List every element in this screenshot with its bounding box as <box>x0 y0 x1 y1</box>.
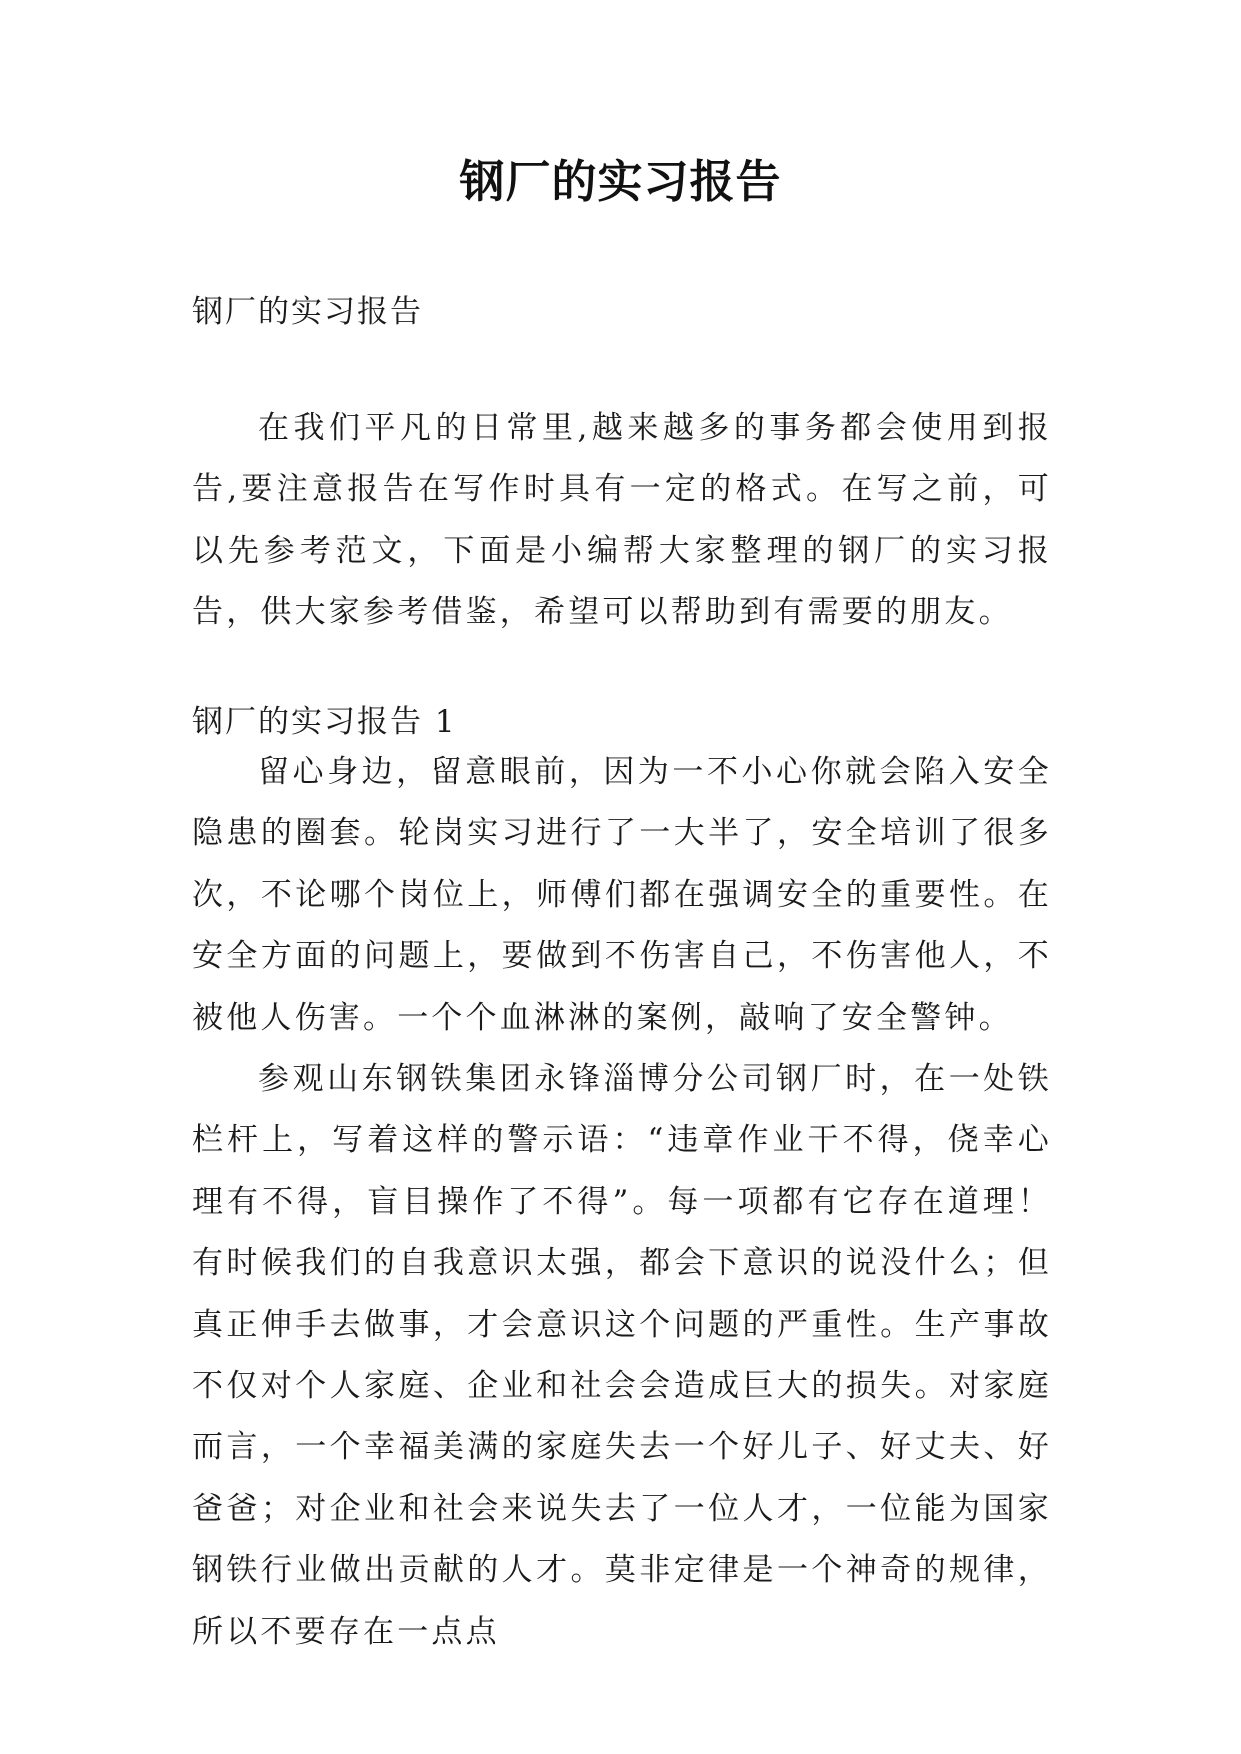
document-title: 钢厂的实习报告 <box>459 155 782 208</box>
section-1-paragraph-1: 留心身边，留意眼前，因为一不小心你就会陷入安全隐患的圈套。轮岗实习进行了一大半了，安全培训了很多次，不论哪个岗位上，师傅们都在强调安全的重要性。在安全方面的问题上，要做到不伤害自己，不伤害他人，不被他人伤害。一个个血淋淋的案例，敲响了安全警钟。 <box>192 754 1052 1036</box>
intro-paragraph: 在我们平凡的日常里,越来越多的事务都会使用到报告,要注意报告在写作时具有一定的格式。在写之前，可以先参考范文，下面是小编帮大家整理的钢厂的实习报告，供大家参考借鉴，希望可以帮助到有需要的朋友。 <box>192 410 1052 631</box>
section-1-paragraph-2: 参观山东钢铁集团永锋淄博分公司钢厂时，在一处铁栏杆上，写着这样的警示语：“违章作业干不得，侥幸心理有不得，盲目操作了不得”。每一项都有它存在道理！有时候我们的自我意识太强，都会下意识的说没什么；但真正伸手去做事，才会意识这个问题的严重性。生产事故不仅对个人家庭、企业和社会会造成巨大的损失。对家庭而言，一个幸福美满的家庭失去一个好儿子、好丈夫、好爸爸；对企业和社会来说失去了一位人才，一位能为国家钢铁行业做出贡献的人才。莫非定律是一个神奇的规律，所以不要存在一点点 <box>192 1061 1052 1650</box>
section-1-heading: 钢厂的实习报告 1 <box>192 704 457 740</box>
document-subtitle: 钢厂的实习报告 <box>192 294 423 330</box>
